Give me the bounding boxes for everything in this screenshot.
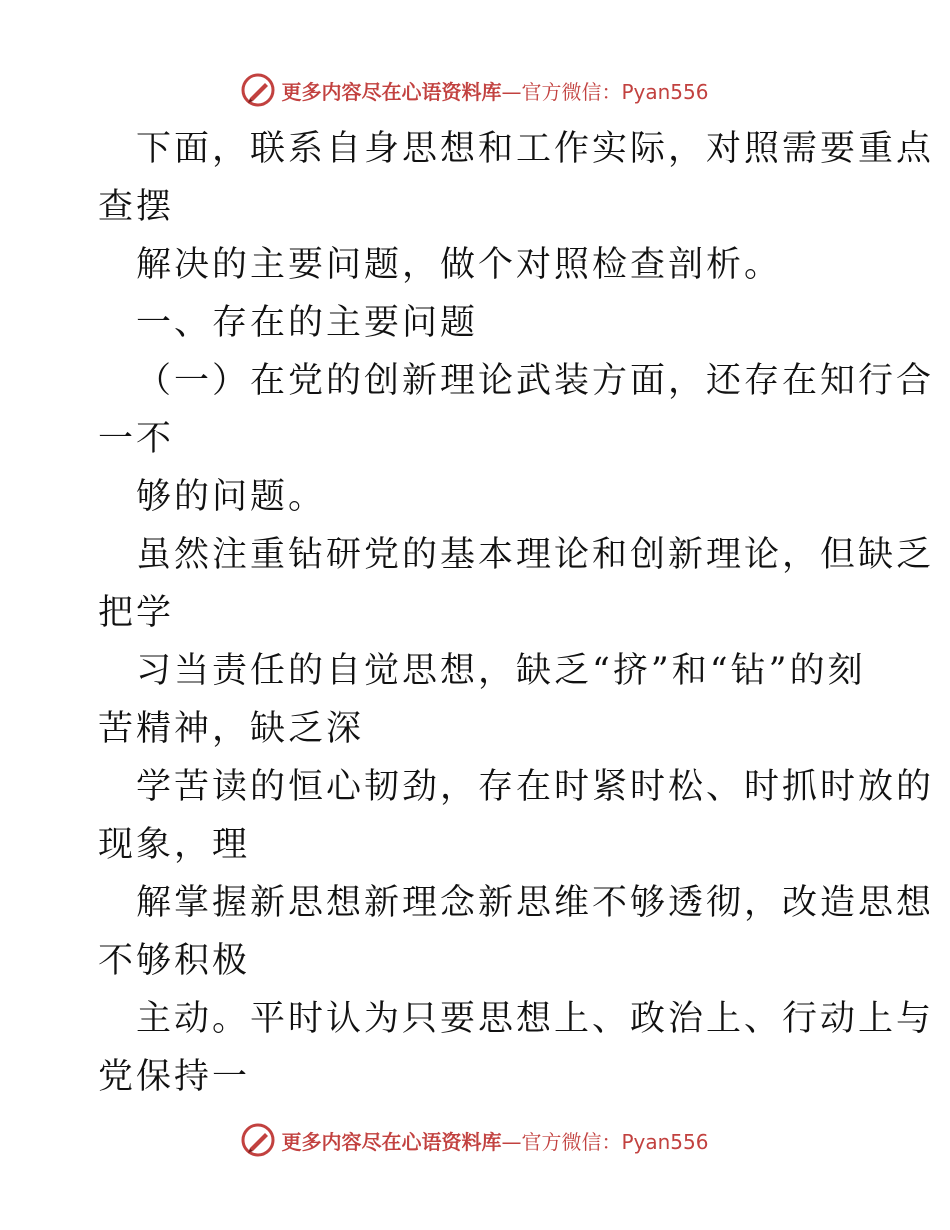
text-line: 不够积极 <box>98 941 251 981</box>
document-body <box>98 120 935 1106</box>
text-line: 查摆 <box>98 187 175 227</box>
banner-text: 更多内容尽在心语资料库—官方微信：Pyan556 <box>281 1129 709 1154</box>
subsection-heading: （一）在党的创新理论武装方面，还存在知行合 <box>136 361 935 401</box>
section-heading: 一、存在的主要问题 <box>136 303 479 343</box>
header-banner <box>0 70 950 110</box>
text-line: 把学 <box>98 593 175 633</box>
text-line: 现象，理 <box>98 825 251 865</box>
pen-logo-icon <box>241 73 275 107</box>
text-line: 虽然注重钻研党的基本理论和创新理论，但缺乏 <box>136 535 935 575</box>
text-line: 学苦读的恒心韧劲，存在时紧时松、时抓时放的 <box>136 767 935 807</box>
text-line: 主动。平时认为只要思想上、政治上、行动上与 <box>136 999 935 1039</box>
banner-text: 更多内容尽在心语资料库—官方微信：Pyan556 <box>281 79 709 104</box>
text-line: 习当责任的自觉思想，缺乏“挤”和“钻”的刻 <box>136 651 866 691</box>
text-line: 解决的主要问题，做个对照检查剖析。 <box>136 245 783 285</box>
footer-banner <box>0 1120 950 1160</box>
text-line: 苦精神，缺乏深 <box>98 709 365 749</box>
text-line: 党保持一 <box>98 1057 251 1097</box>
pen-logo-icon <box>241 1123 275 1157</box>
text-line: 够的问题。 <box>136 477 327 517</box>
text-line: 一不 <box>98 419 175 459</box>
text-line: 下面，联系自身思想和工作实际，对照需要重点 <box>136 129 935 169</box>
text-line: 解掌握新思想新理念新思维不够透彻，改造思想 <box>136 883 935 923</box>
